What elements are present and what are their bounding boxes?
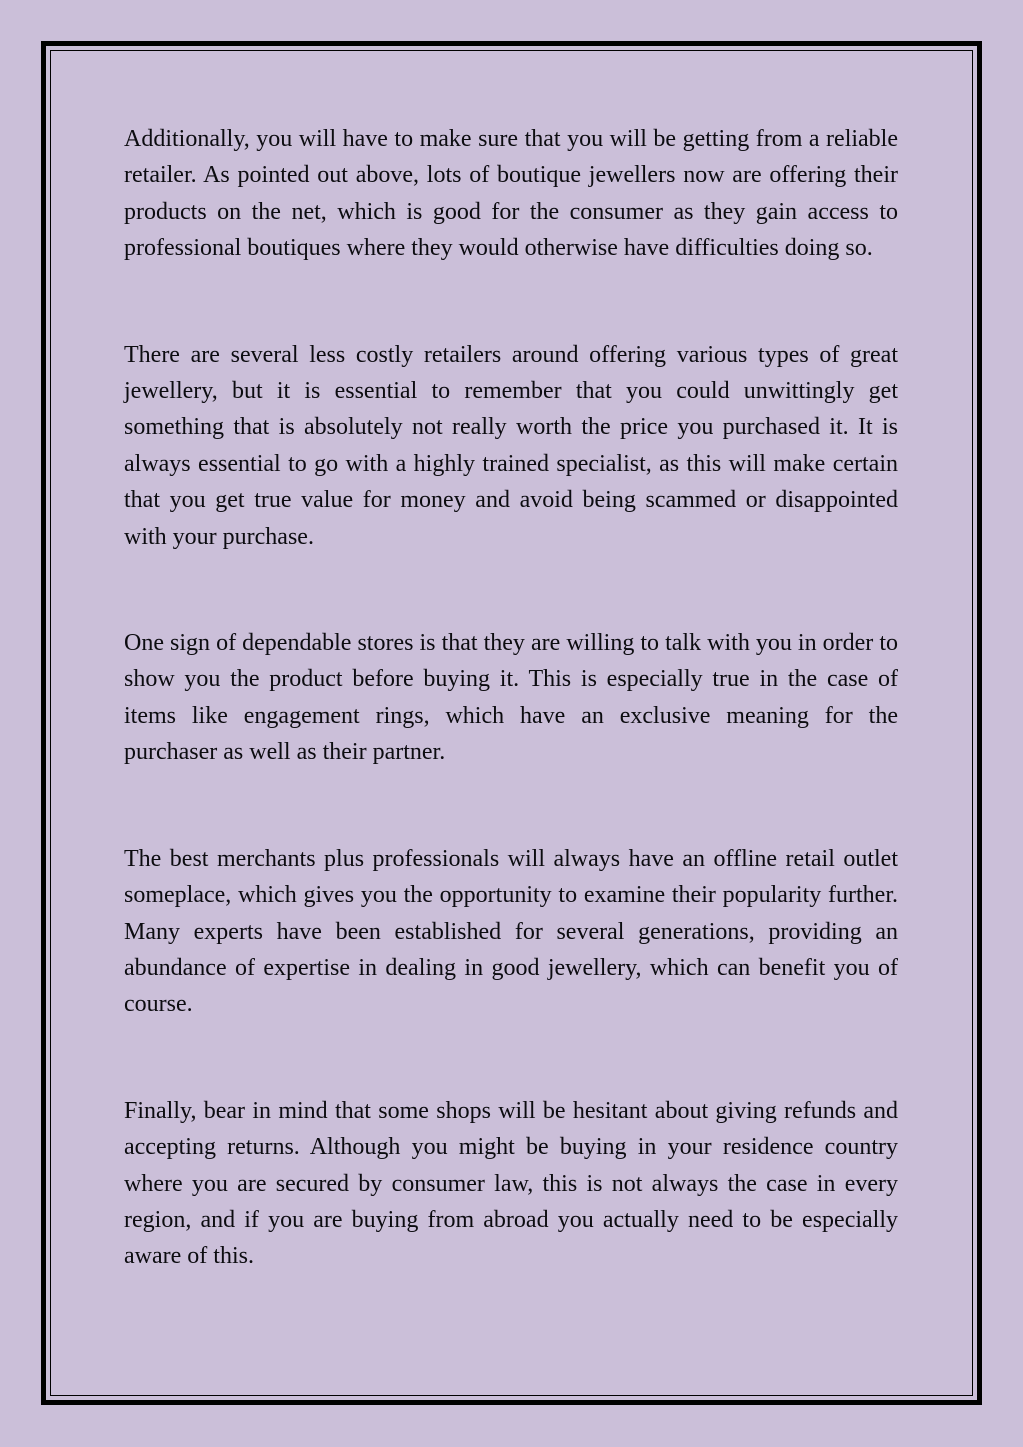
paragraph-2: There are several less costly retailers around offering various types of great jewellery, but it is essential to remember that you could unwittingly get something that is absolutely not really worth the price you purchased it. It is always essential to go with a highly trained specialist, as this will make certain that you get true value for money and avoid being scammed or disappointed with your purchase. xyxy=(124,341,898,550)
paragraph-3: One sign of dependable stores is that they are willing to talk with you in order to show you the product before buying it. This is especially true in the case of items like engagement rings, which have an exclusive meaning for the purchaser as well as their partner. xyxy=(124,630,898,766)
document-body xyxy=(124,121,898,1275)
paragraph-4: The best merchants plus professionals will always have an offline retail outlet someplace, which gives you the opportunity to examine their popularity further. Many experts have been established for several generations, providing an abundance of expertise in dealing in good jewellery, which can benefit you of course. xyxy=(124,845,898,1018)
paragraph-1: Additionally, you will have to make sure that you will be getting from a reliable retailer. As pointed out above, lots of boutique jewellers now are offering their products on the net, which is good for the consumer as they gain access to professional boutiques where they would otherwise have difficulties doing so. xyxy=(124,126,898,262)
paragraph-5: Finally, bear in mind that some shops will be hesitant about giving refunds and accepting returns. Although you might be buying in your residence country where you are secured by consumer law, this is not always the case in every region, and if you are buying from abroad you actually need to be especially aware of this. xyxy=(124,1097,898,1270)
